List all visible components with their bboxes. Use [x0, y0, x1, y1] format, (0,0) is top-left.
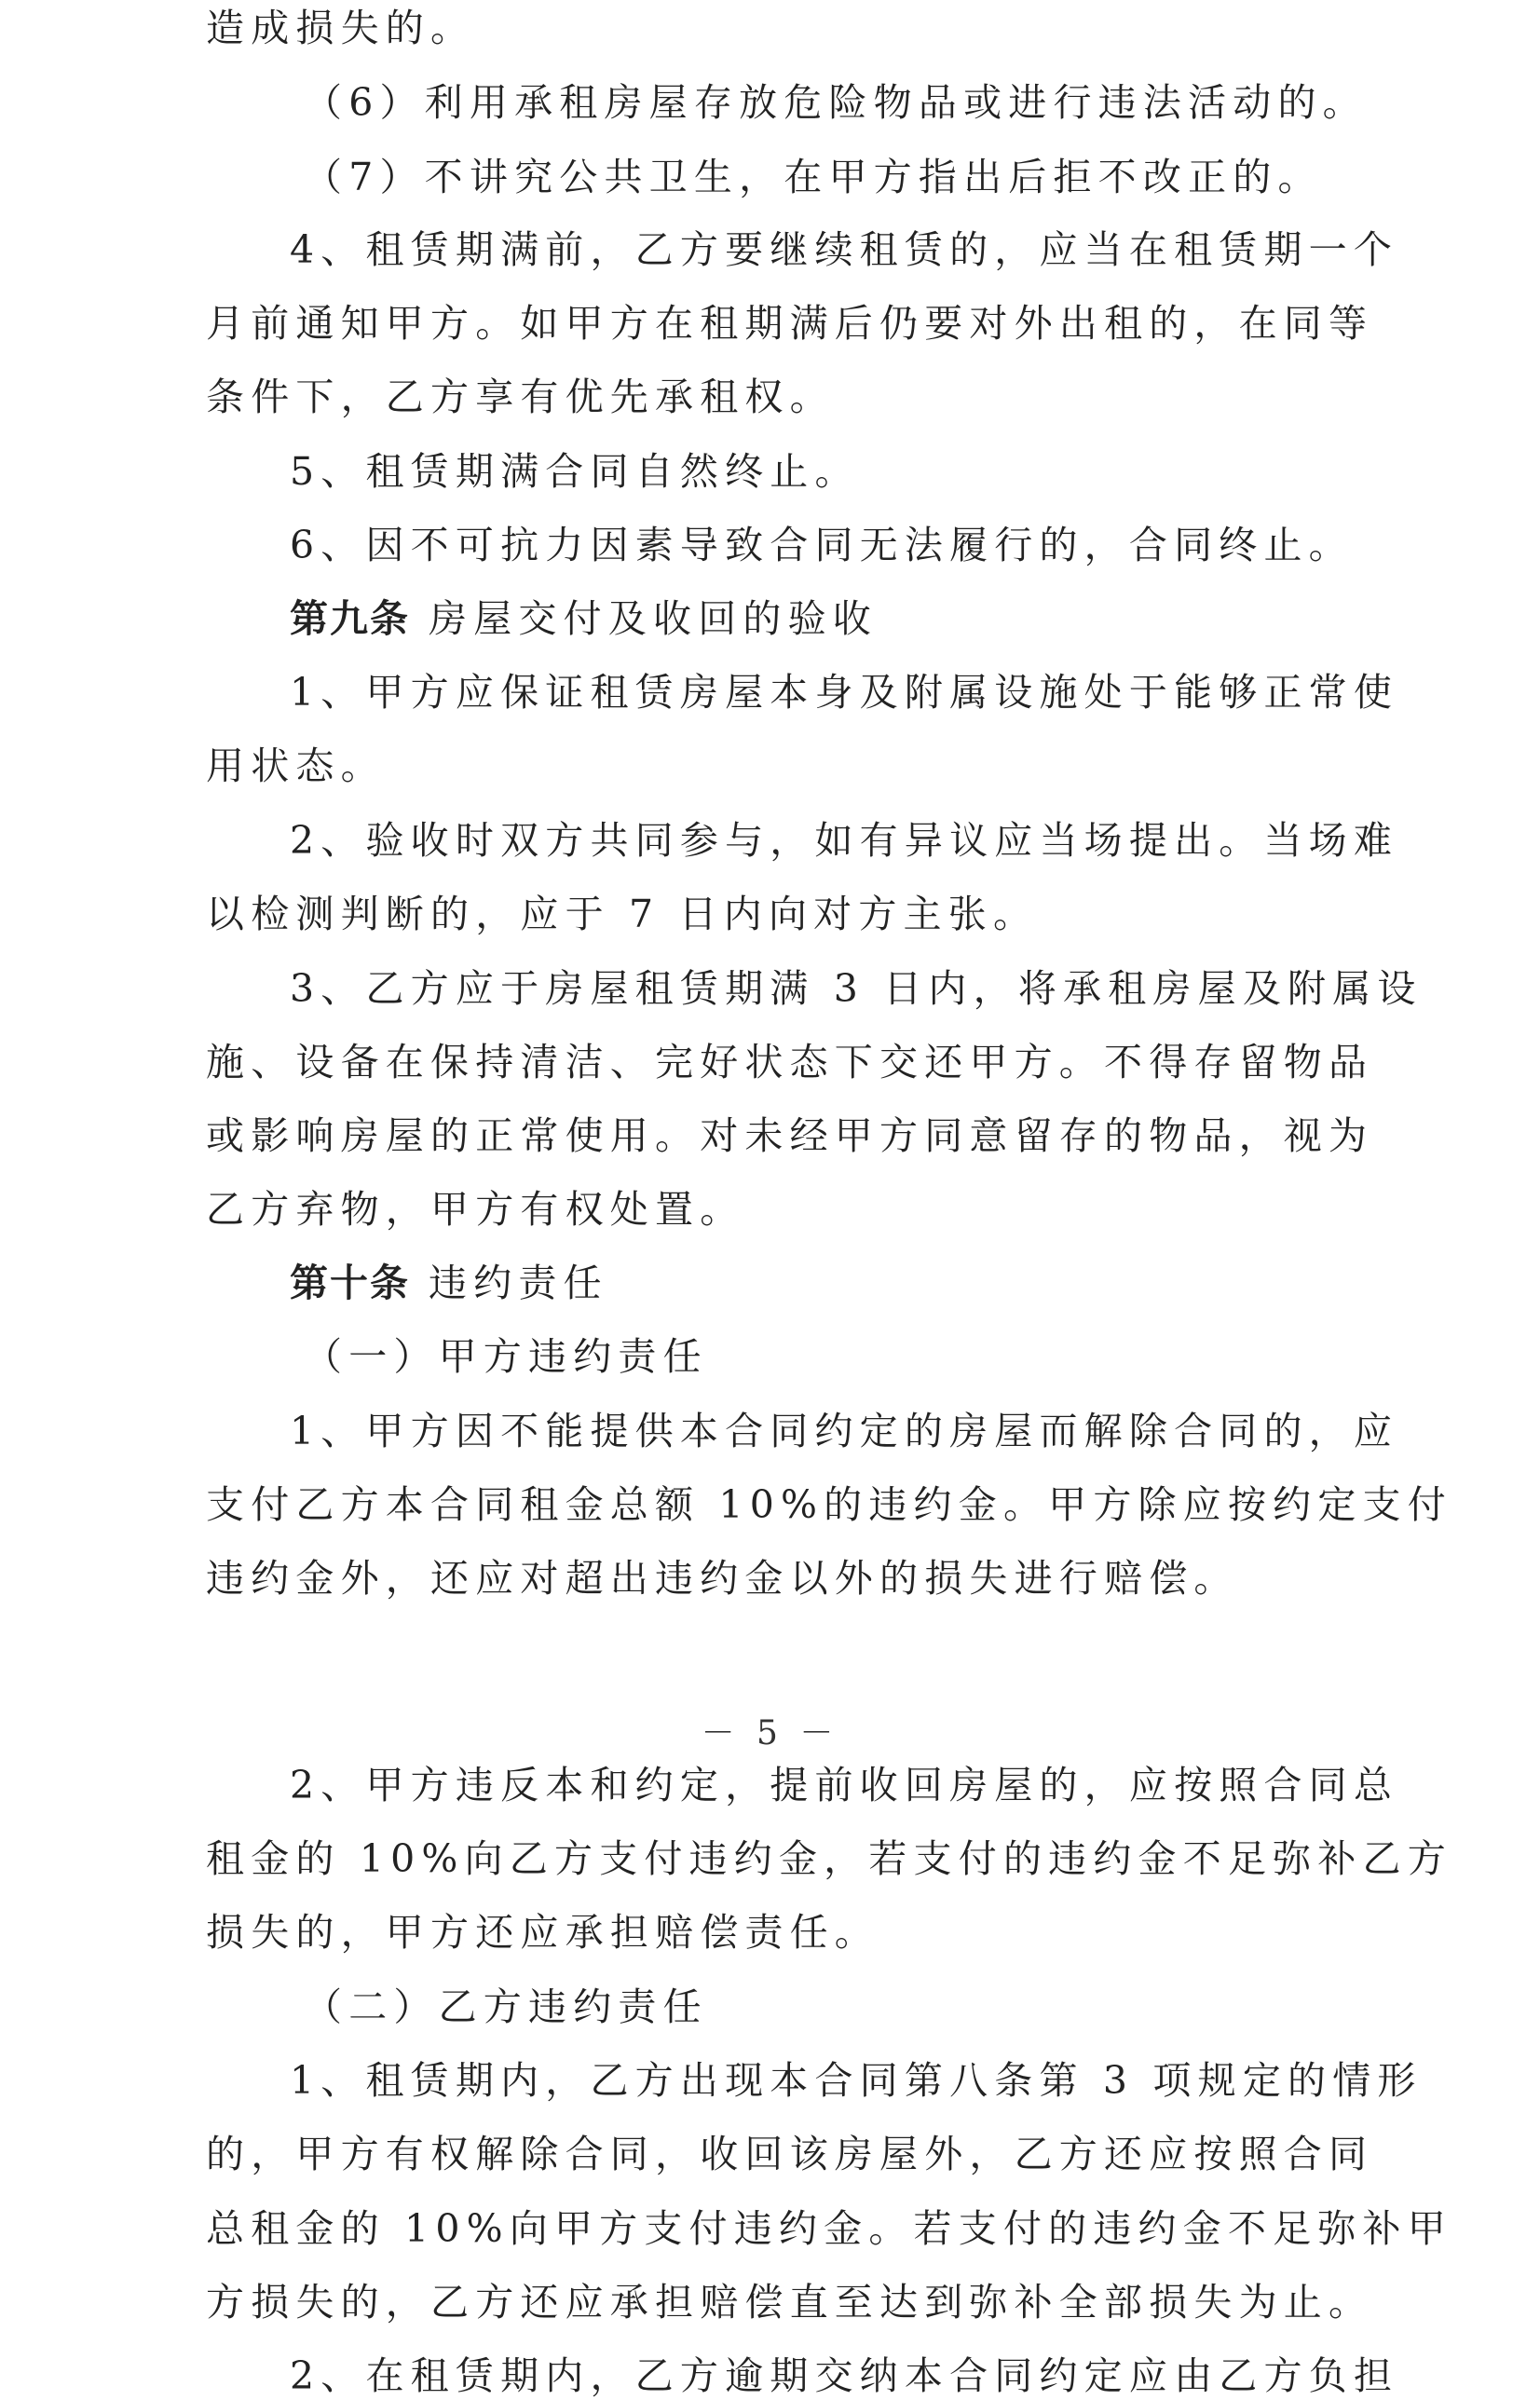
article-number: 第十条: [290, 1261, 410, 1305]
paragraph-line: （一）甲方违约责任: [304, 1334, 708, 1379]
paragraph-line: 支付乙方本合同租金总额 10%的违约金。甲方除应按约定支付: [206, 1482, 1452, 1527]
paragraph-line: 1、租赁期内，乙方出现本合同第八条第 3 项规定的情形: [290, 2058, 1423, 2103]
article-title: 违约责任: [429, 1261, 608, 1305]
paragraph-line: 1、甲方因不能提供本合同约定的房屋而解除合同的，应: [290, 1409, 1399, 1453]
paragraph-line: 条件下，乙方享有优先承租权。: [206, 375, 835, 419]
paragraph-line: 损失的，甲方还应承担赔偿责任。: [206, 1910, 879, 1955]
paragraph-line: 施、设备在保持清洁、完好状态下交还甲方。不得存留物品: [206, 1040, 1374, 1084]
paragraph-line: 2、甲方违反本和约定，提前收回房屋的，应按照合同总: [290, 1763, 1399, 1807]
paragraph-line: 5、租赁期满合同自然终止。: [290, 449, 860, 494]
paragraph-line: 用状态。: [206, 743, 386, 788]
paragraph-line: 4、租赁期满前，乙方要继续租赁的，应当在租赁期一个: [290, 227, 1399, 272]
paragraph-line: 总租金的 10%向甲方支付违约金。若支付的违约金不足弥补甲: [206, 2206, 1452, 2251]
paragraph-line: 2、验收时双方共同参与，如有异议应当场提出。当场难: [290, 818, 1399, 863]
article-number: 第九条: [290, 596, 410, 641]
paragraph-line: 以检测判断的，应于 7 日内向对方主张。: [206, 892, 1039, 936]
paragraph-line: 1、甲方应保证租赁房屋本身及附属设施处于能够正常使: [290, 670, 1399, 715]
paragraph-line: 的，甲方有权解除合同，收回该房屋外，乙方还应按照合同: [206, 2132, 1374, 2176]
paragraph-line: 2、在租赁期内，乙方逾期交纳本合同约定应由乙方负担: [290, 2353, 1399, 2398]
paragraph-line: 租金的 10%向乙方支付违约金，若支付的违约金不足弥补乙方: [206, 1836, 1452, 1881]
article-title: 房屋交付及收回的验收: [429, 596, 878, 641]
article-heading: [290, 1259, 608, 1307]
article-heading: [290, 594, 878, 643]
paragraph-line: 方损失的，乙方还应承担赔偿直至达到弥补全部损失为止。: [206, 2280, 1374, 2325]
paragraph-line: 月前通知甲方。如甲方在租期满后仍要对外出租的，在同等: [206, 301, 1374, 346]
paragraph-line: 3、乙方应于房屋租赁期满 3 日内，将承租房屋及附属设: [290, 966, 1423, 1011]
paragraph-line: （6）利用承租房屋存放危险物品或进行违法活动的。: [304, 80, 1368, 125]
paragraph-line: （二）乙方违约责任: [304, 1984, 708, 2029]
paragraph-line: 造成损失的。: [206, 6, 476, 50]
paragraph-line: 或影响房屋的正常使用。对未经甲方同意留存的物品，视为: [206, 1113, 1374, 1158]
paragraph-line: 乙方弃物，甲方有权处置。: [206, 1187, 745, 1232]
paragraph-line: 违约金外，还应对超出违约金以外的损失进行赔偿。: [206, 1556, 1239, 1601]
paragraph-line: （7）不讲究公共卫生，在甲方指出后拒不改正的。: [304, 155, 1323, 199]
page-number: － 5 －: [701, 1714, 839, 1752]
paragraph-line: 6、因不可抗力因素导致合同无法履行的，合同终止。: [290, 523, 1354, 567]
